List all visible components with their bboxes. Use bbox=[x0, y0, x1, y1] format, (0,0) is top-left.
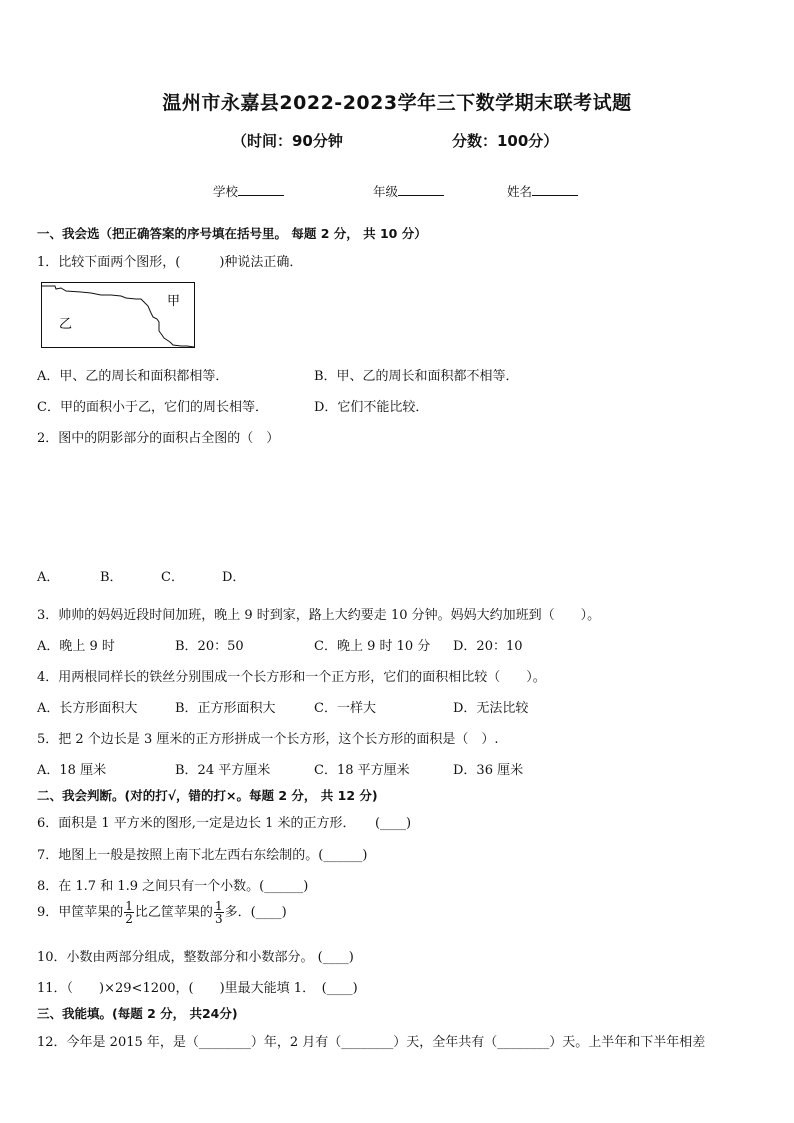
page-title: 温州市永嘉县2022-2023学年三下数学期末联考试题 bbox=[162, 92, 632, 114]
q4-option-b[interactable]: B．正方形面积大 bbox=[175, 701, 276, 716]
figure-border bbox=[42, 283, 195, 348]
question-1: 1．比较下面两个图形，( )种说法正确． bbox=[37, 255, 303, 270]
fraction-numerator: 1 bbox=[125, 899, 133, 913]
fraction-denominator: 3 bbox=[214, 912, 223, 926]
question-5: 5．把 2 个边长是 3 厘米的正方形拼成一个长方形，这个长方形的面积是（ ）. bbox=[37, 732, 499, 747]
q2-option-d[interactable]: D． bbox=[222, 570, 246, 585]
question-9 bbox=[37, 900, 287, 925]
q4-option-d[interactable]: D．无法比较 bbox=[453, 701, 529, 716]
fraction-denominator: 2 bbox=[125, 912, 133, 926]
name-field[interactable] bbox=[507, 182, 578, 200]
section-1-heading: 一、我会选（把正确答案的序号填在括号里。 每题 2 分， 共 10 分） bbox=[37, 226, 427, 241]
exam-time: （时间：90分钟 bbox=[232, 132, 343, 150]
q2-option-a[interactable]: A． bbox=[37, 570, 60, 585]
question-8: 8．在 1.7 和 1.9 之间只有一个小数。(______) bbox=[37, 879, 309, 894]
q9-pre: 9．甲筐苹果的 bbox=[37, 905, 124, 920]
question-3: 3．帅帅的妈妈近段时间加班，晚上 9 时到家，路上大约要走 10 分钟。妈妈大约加班到（ ）。 bbox=[37, 608, 601, 623]
q1-option-b[interactable]: B．甲、乙的周长和面积都不相等． bbox=[314, 369, 519, 384]
question-6: 6．面积是 1 平方米的图形,一定是边长 1 米的正方形． (____) bbox=[37, 816, 412, 831]
q5-option-c[interactable]: C．18 平方厘米 bbox=[314, 763, 410, 778]
q9-mid: 比乙筐苹果的 bbox=[134, 905, 213, 920]
question-4: 4．用两根同样长的铁丝分别围成一个长方形和一个正方形，它们的面积相比较（ ）。 bbox=[37, 670, 546, 685]
fraction-one-half bbox=[124, 900, 134, 925]
q5-option-b[interactable]: B．24 平方厘米 bbox=[175, 763, 271, 778]
fraction-numerator: 1 bbox=[214, 899, 223, 913]
section-3-heading: 三、我能填。(每题 2 分， 共24分) bbox=[37, 1006, 238, 1021]
question-7: 7．地图上一般是按照上南下北左西右东绘制的。(______) bbox=[37, 848, 368, 863]
name-label: 姓名 bbox=[507, 184, 533, 199]
question-12: 12．今年是 2015 年，是（________）年，2 月有（________）天，全年共有（________）天。上半年和下半年相差 bbox=[37, 1035, 706, 1050]
q9-post: 多．(____) bbox=[224, 905, 287, 920]
name-blank[interactable] bbox=[532, 183, 578, 196]
q1-option-a[interactable]: A．甲、乙的周长和面积都相等． bbox=[37, 369, 229, 384]
label-jia: 甲 bbox=[167, 294, 181, 309]
question-11: 11．（ )×29<1200，( )里最大能填 1． (____) bbox=[37, 981, 358, 996]
fraction-one-third bbox=[214, 900, 224, 925]
question-10: 10．小数由两部分组成，整数部分和小数部分。 (____) bbox=[37, 950, 354, 965]
q3-option-a[interactable]: A．晚上 9 时 bbox=[37, 639, 115, 654]
q1-figure bbox=[41, 282, 195, 348]
q3-option-c[interactable]: C．晚上 9 时 10 分 bbox=[314, 639, 431, 654]
exam-score: 分数：100分） bbox=[452, 132, 559, 150]
q3-option-b[interactable]: B．20：50 bbox=[175, 639, 244, 654]
label-yi: 乙 bbox=[59, 317, 73, 332]
grade-blank[interactable] bbox=[398, 183, 444, 196]
q1-option-d[interactable]: D．它们不能比较． bbox=[314, 400, 429, 415]
grade-label: 年级 bbox=[373, 184, 399, 199]
q3-option-d[interactable]: D．20：10 bbox=[453, 639, 523, 654]
q5-option-d[interactable]: D．36 厘米 bbox=[453, 763, 524, 778]
q2-option-c[interactable]: C． bbox=[161, 570, 184, 585]
school-field[interactable] bbox=[213, 182, 284, 200]
q1-option-c[interactable]: C．甲的面积小于乙，它们的周长相等． bbox=[37, 400, 268, 415]
q4-option-a[interactable]: A．长方形面积大 bbox=[37, 701, 138, 716]
school-blank[interactable] bbox=[238, 183, 284, 196]
section-2-heading: 二、我会判断。(对的打√，错的打×。每题 2 分， 共 12 分) bbox=[37, 788, 378, 803]
q5-option-a[interactable]: A．18 厘米 bbox=[37, 763, 107, 778]
q4-option-c[interactable]: C．一样大 bbox=[314, 701, 376, 716]
q2-option-b[interactable]: B． bbox=[100, 570, 123, 585]
school-label: 学校 bbox=[213, 184, 239, 199]
grade-field[interactable] bbox=[373, 182, 444, 200]
question-2: 2．图中的阴影部分的面积占全图的（ ） bbox=[37, 431, 280, 446]
